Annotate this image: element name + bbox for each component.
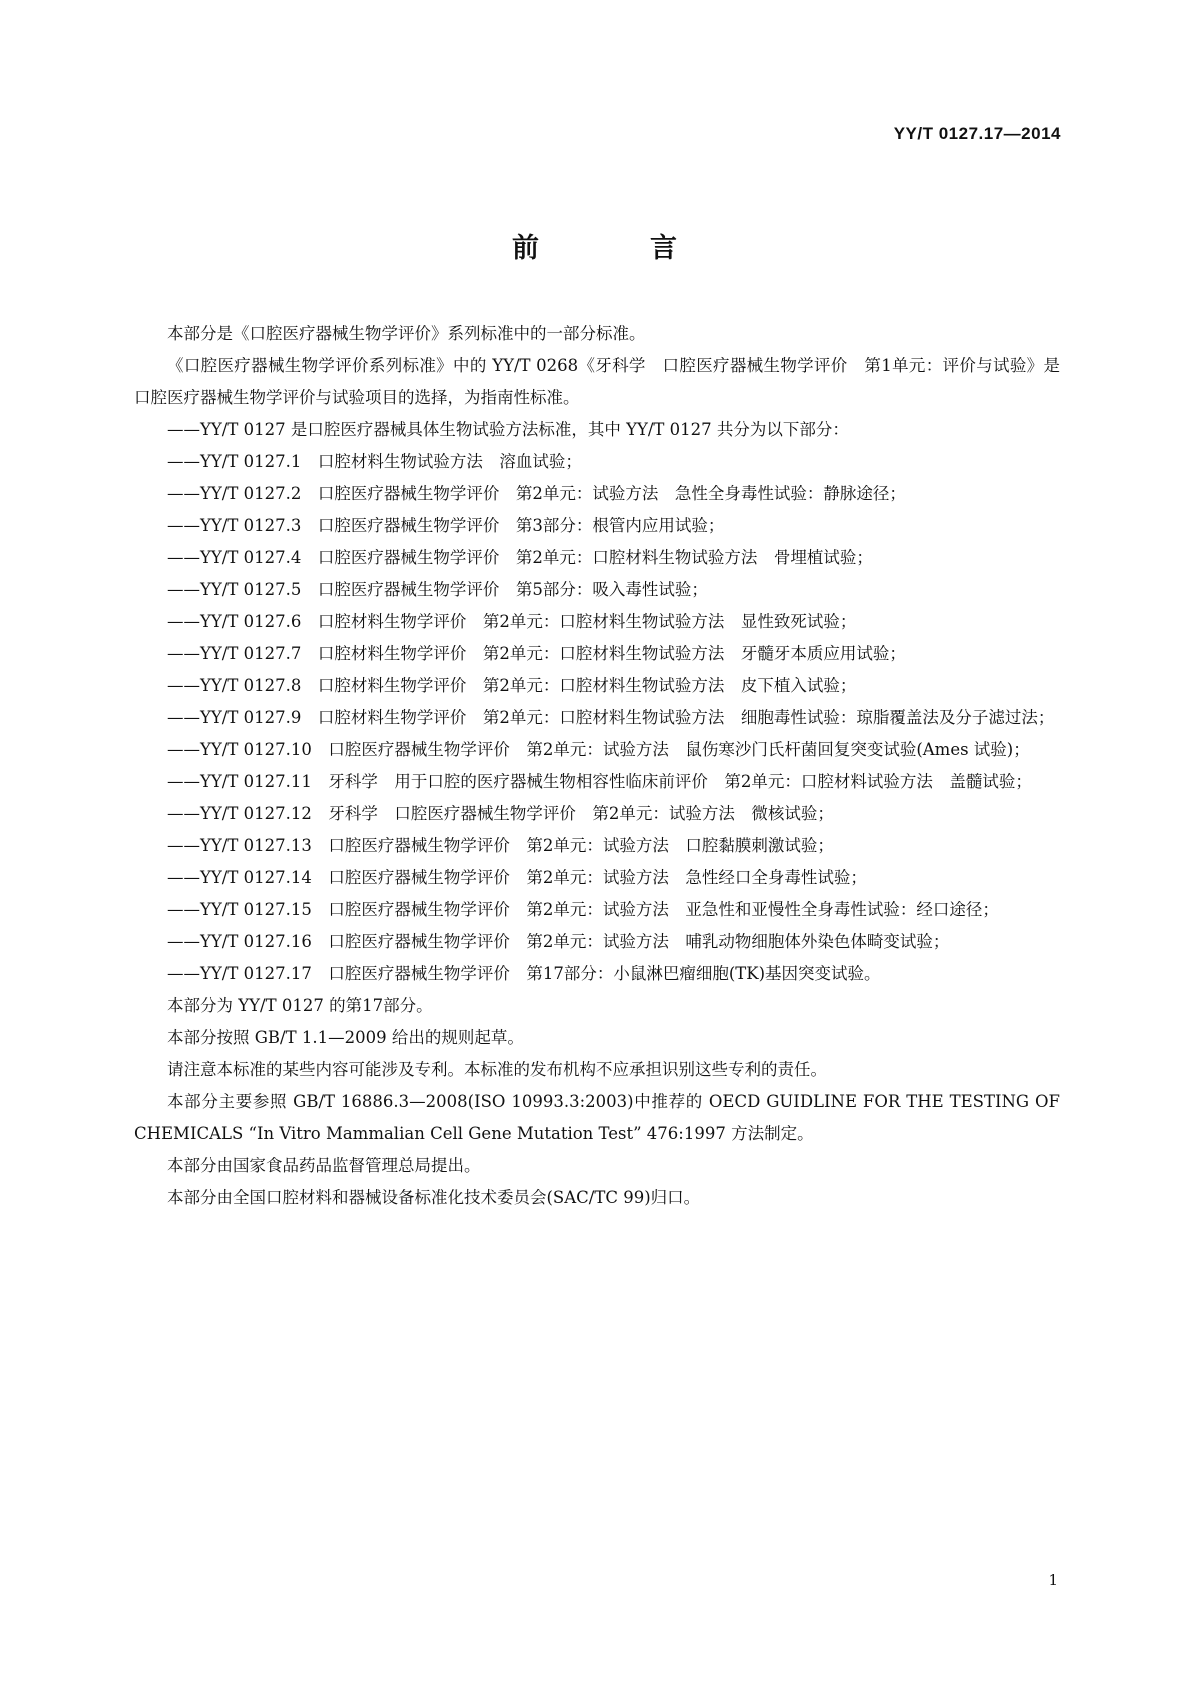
paragraph: 请注意本标准的某些内容可能涉及专利。本标准的发布机构不应承担识别这些专利的责任。	[167, 1060, 827, 1079]
list-item: ——YY/T 0127.2 口腔医疗器械生物学评价 第2单元：试验方法 急性全身毒性试验：静脉途径；	[167, 484, 906, 503]
page-number: 1	[1048, 1571, 1058, 1589]
list-item: ——YY/T 0127.16 口腔医疗器械生物学评价 第2单元：试验方法 哺乳动物细胞体外染色体畸变试验；	[167, 932, 950, 951]
paragraph: 本部分为 YY/T 0127 的第17部分。	[167, 996, 433, 1015]
list-item: ——YY/T 0127.9 口腔材料生物学评价 第2单元：口腔材料生物试验方法 细胞毒性试验：琼脂覆盖法及分子滤过法；	[167, 708, 1055, 727]
list-item: ——YY/T 0127.5 口腔医疗器械生物学评价 第5部分：吸入毒性试验；	[167, 580, 708, 599]
list-item: ——YY/T 0127.17 口腔医疗器械生物学评价 第17部分：小鼠淋巴瘤细胞(TK)基因突变试验。	[167, 964, 881, 983]
list-item: ——YY/T 0127.10 口腔医疗器械生物学评价 第2单元：试验方法 鼠伤寒沙门氏杆菌回复突变试验(Ames 试验)；	[167, 740, 1030, 759]
list-item: ——YY/T 0127.1 口腔材料生物试验方法 溶血试验；	[167, 452, 582, 471]
page-title: 前 言	[512, 233, 719, 264]
list-item: ——YY/T 0127.13 口腔医疗器械生物学评价 第2单元：试验方法 口腔黏膜刺激试验；	[167, 836, 834, 855]
paragraph: 本部分由全国口腔材料和器械设备标准化技术委员会(SAC/TC 99)归口。	[167, 1188, 701, 1207]
list-item: ——YY/T 0127.3 口腔医疗器械生物学评价 第3部分：根管内应用试验；	[167, 516, 725, 535]
standard-code: YY/T 0127.17—2014	[893, 124, 1061, 143]
paragraph: 本部分是《口腔医疗器械生物学评价》系列标准中的一部分标准。	[167, 324, 646, 343]
paragraph: 本部分由国家食品药品监督管理总局提出。	[167, 1156, 481, 1175]
list-intro: ——YY/T 0127 是口腔医疗器械具体生物试验方法标准，其中 YY/T 0127 共分为以下部分：	[167, 420, 849, 439]
list-item: ——YY/T 0127.11 牙科学 用于口腔的医疗器械生物相容性临床前评价 第2单元：口腔材料试验方法 盖髓试验；	[167, 772, 1032, 791]
paragraph: 本部分按照 GB/T 1.1—2009 给出的规则起草。	[167, 1028, 524, 1047]
list-item: ——YY/T 0127.8 口腔材料生物学评价 第2单元：口腔材料生物试验方法 皮下植入试验；	[167, 676, 857, 695]
list-item: ——YY/T 0127.12 牙科学 口腔医疗器械生物学评价 第2单元：试验方法 微核试验；	[167, 804, 834, 823]
list-item: ——YY/T 0127.14 口腔医疗器械生物学评价 第2单元：试验方法 急性经口全身毒性试验；	[167, 868, 867, 887]
list-item: ——YY/T 0127.7 口腔材料生物学评价 第2单元：口腔材料生物试验方法 牙髓牙本质应用试验；	[167, 644, 906, 663]
paragraph: 《口腔医疗器械生物学评价系列标准》中的 YY/T 0268《牙科学 口腔医疗器械生物学评价 第1单元：评价与试验》是口腔医疗器械生物学评价与试验项目的选择，为指南性标准。	[134, 356, 1060, 407]
paragraph: 本部分主要参照 GB/T 16886.3—2008(ISO 10993.3:2003)中推荐的 OECD GUIDLINE FOR THE TESTING OF CHEMICALS “In Vitro Mammalian Cell Gene Mutation Test” 476:1997 方法制定。	[134, 1092, 1060, 1143]
document-body	[134, 318, 1060, 1214]
list-item: ——YY/T 0127.4 口腔医疗器械生物学评价 第2单元：口腔材料生物试验方法 骨埋植试验；	[167, 548, 873, 567]
list-item: ——YY/T 0127.6 口腔材料生物学评价 第2单元：口腔材料生物试验方法 显性致死试验；	[167, 612, 857, 631]
list-item: ——YY/T 0127.15 口腔医疗器械生物学评价 第2单元：试验方法 亚急性和亚慢性全身毒性试验：经口途径；	[167, 900, 999, 919]
